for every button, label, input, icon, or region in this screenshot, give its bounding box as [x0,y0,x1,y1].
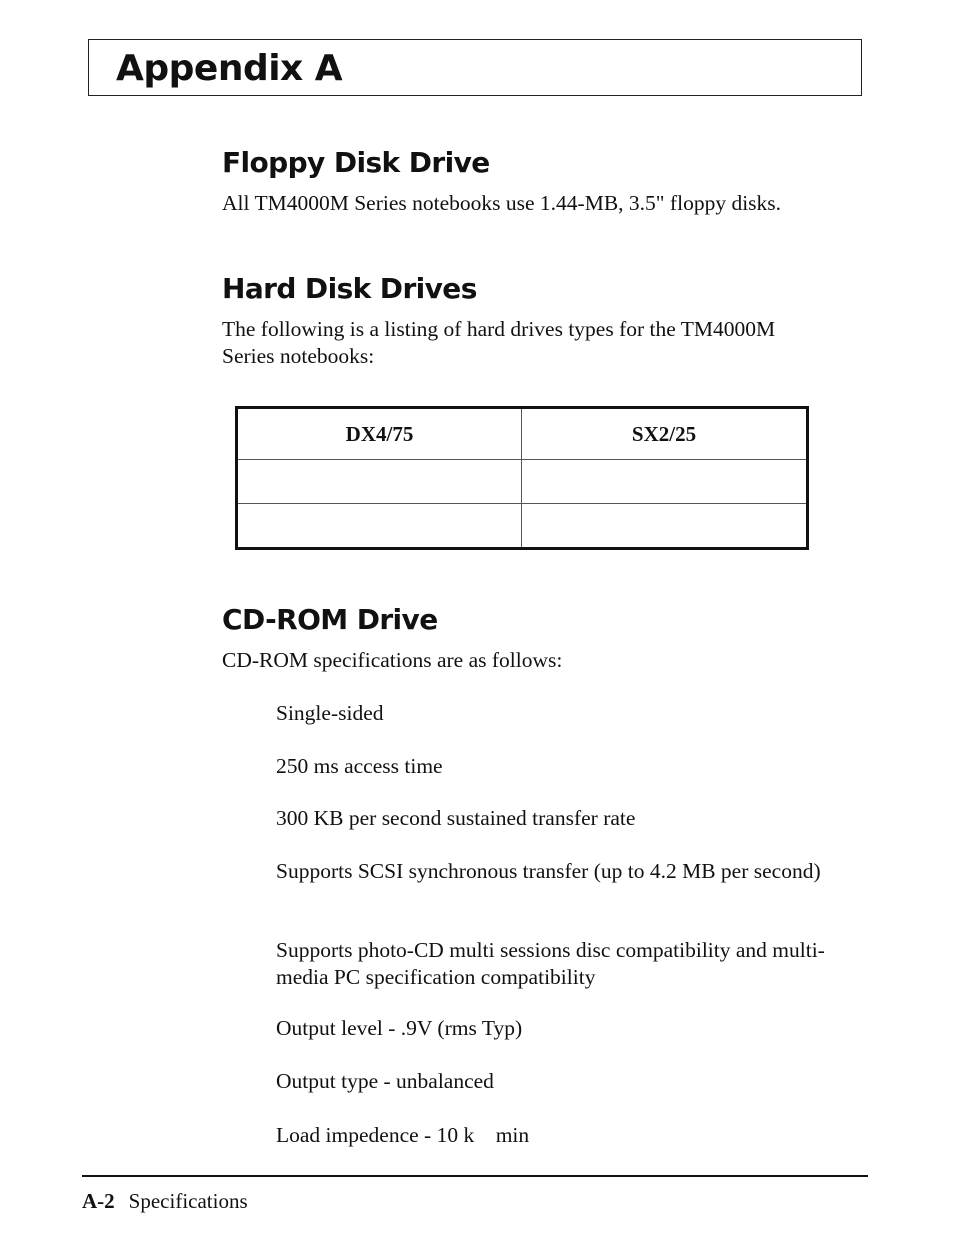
table-row [237,460,808,504]
table-cell [237,460,522,504]
floppy-heading: Floppy Disk Drive [222,146,490,179]
table-cell [237,504,522,549]
table-header-dx4-75: DX4/75 [237,408,522,460]
list-item: 300 KB per second sustained transfer rate [276,806,636,830]
cdrom-heading: CD-ROM Drive [222,603,438,636]
floppy-body: All TM4000M Series notebooks use 1.44-MB, 3.5" floppy disks. [222,191,782,215]
list-item: Output type - unbalanced [276,1069,494,1093]
cdrom-body: CD-ROM specifications are as follows: [222,648,563,672]
table-cell [522,504,808,549]
list-item: Output level - .9V (rms Typ) [276,1016,523,1040]
chapter-title-box [88,39,862,96]
table-row [237,504,808,549]
footer-section-title: Specifications [128,1189,248,1213]
hard-disk-body: The following is a listing of hard drives types for the TM4000M Series notebooks: [222,317,776,368]
page-footer [82,1188,248,1214]
footer-rule [82,1175,868,1177]
hard-disk-heading: Hard Disk Drives [222,272,477,305]
list-item: Load impedence - 10 k min [276,1123,530,1147]
list-item: Single-sided [276,701,384,725]
table-header-sx2-25: SX2/25 [522,408,808,460]
hard-drive-table [235,406,809,550]
table-cell [522,460,808,504]
list-item: 250 ms access time [276,754,443,778]
table-header-row [237,408,808,460]
list-item: Supports SCSI synchronous transfer (up to 4.2 MB per second) [276,859,821,883]
page-number: A-2 [82,1189,115,1213]
list-item: Supports photo-CD multi sessions disc compatibility and multi-media PC specification compatibility [276,938,825,989]
chapter-title: Appendix A [116,48,343,89]
